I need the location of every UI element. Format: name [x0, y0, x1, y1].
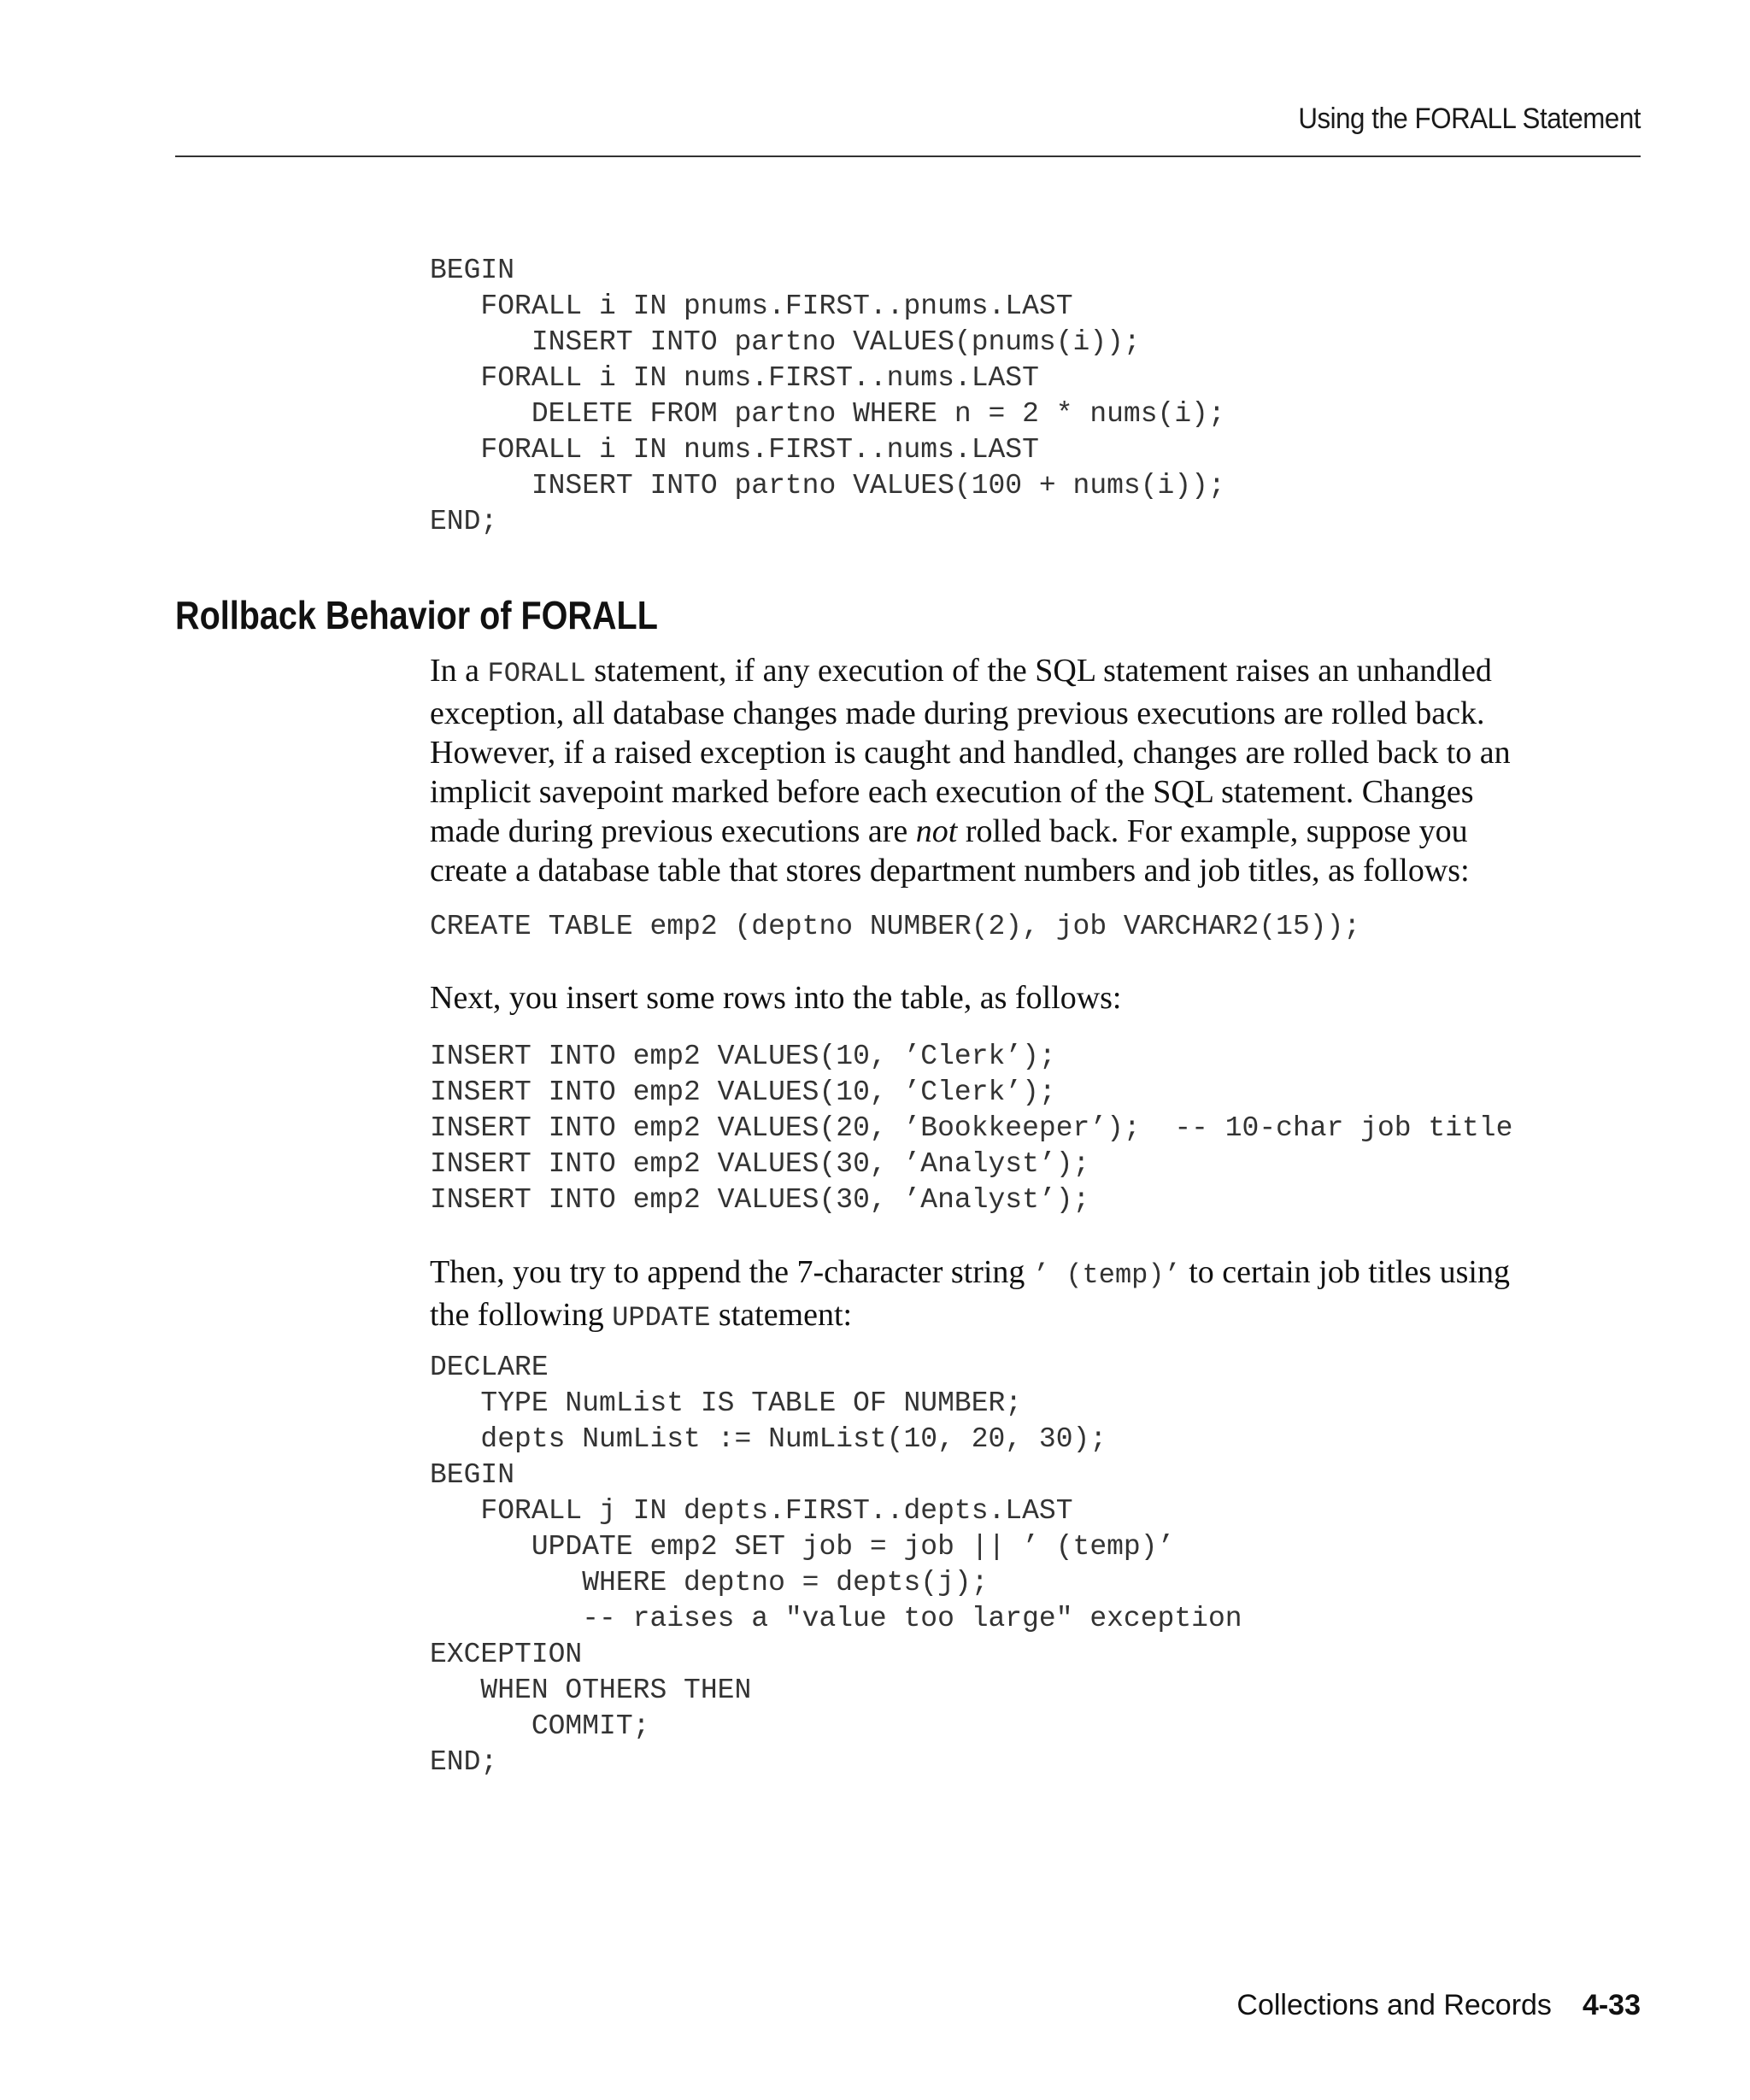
text-line: exception, all database changes made during previous executions are rolled back. — [430, 695, 1485, 731]
text-line: the following UPDATE statement: — [430, 1297, 853, 1334]
paragraph-update-intro — [430, 1252, 1510, 1338]
text-line: Then, you try to append the 7-character string ’ (temp)’ to certain job titles using — [430, 1254, 1510, 1291]
inline-code: ’ (temp)’ — [1032, 1259, 1181, 1291]
page-number: 4-33 — [1582, 1989, 1641, 2021]
inline-code: UPDATE — [612, 1302, 711, 1334]
text-line: made during previous executions are not rolled back. For example, suppose you — [430, 813, 1468, 849]
text-line: However, if a raised exception is caught and handled, changes are rolled back to an — [430, 735, 1511, 771]
paragraph-rollback-intro — [430, 651, 1511, 890]
section-heading: Rollback Behavior of FORALL — [175, 593, 658, 637]
code-block-create-table: CREATE TABLE emp2 (deptno NUMBER(2), job VARCHAR2(15)); — [430, 911, 1361, 942]
code-block-update-exception: DECLARE TYPE NumList IS TABLE OF NUMBER; depts NumList := NumList(10, 20, 30); BEGIN FORALL j IN depts.FIRST..depts.LAST UPDATE emp2 SET job = job || ’ (temp)’ WHERE deptno = depts(j); -- raises a "value too large" exception EXCEPTION WHEN OTHERS THEN COMMIT; END; — [430, 1352, 1242, 1778]
paragraph-insert-rows: Next, you insert some rows into the table, as follows: — [430, 980, 1122, 1016]
inline-code: FORALL — [487, 658, 586, 689]
code-block-insert-rows: INSERT INTO emp2 VALUES(10, ’Clerk’); INSERT INTO emp2 VALUES(10, ’Clerk’); INSERT INTO emp2 VALUES(20, ’Bookkeeper’); -- 10-char job title INSERT INTO emp2 VALUES(30, ’Analyst’); INSERT INTO emp2 VALUES(30, ’Analyst’); — [430, 1041, 1513, 1216]
emphasis: not — [915, 813, 958, 849]
footer-chapter-title: Collections and Records — [1236, 1989, 1552, 2021]
running-footer — [940, 1991, 1641, 2020]
text-line: implicit savepoint marked before each execution of the SQL statement. Changes — [430, 774, 1474, 810]
text-line: create a database table that stores department numbers and job titles, as follows: — [430, 853, 1470, 889]
header-rule — [175, 155, 1641, 157]
code-block-forall-insert-delete: BEGIN FORALL i IN pnums.FIRST..pnums.LAST INSERT INTO partno VALUES(pnums(i)); FORALL i IN nums.FIRST..nums.LAST DELETE FROM partno WHERE n = 2 * nums(i); FORALL i IN nums.FIRST..nums.LAST INSERT INTO partno VALUES(100 + nums(i)); END; — [430, 255, 1225, 537]
running-header: Using the FORALL Statement — [1298, 103, 1641, 135]
text-line: In a FORALL statement, if any execution of the SQL statement raises an unhandled — [430, 653, 1492, 689]
